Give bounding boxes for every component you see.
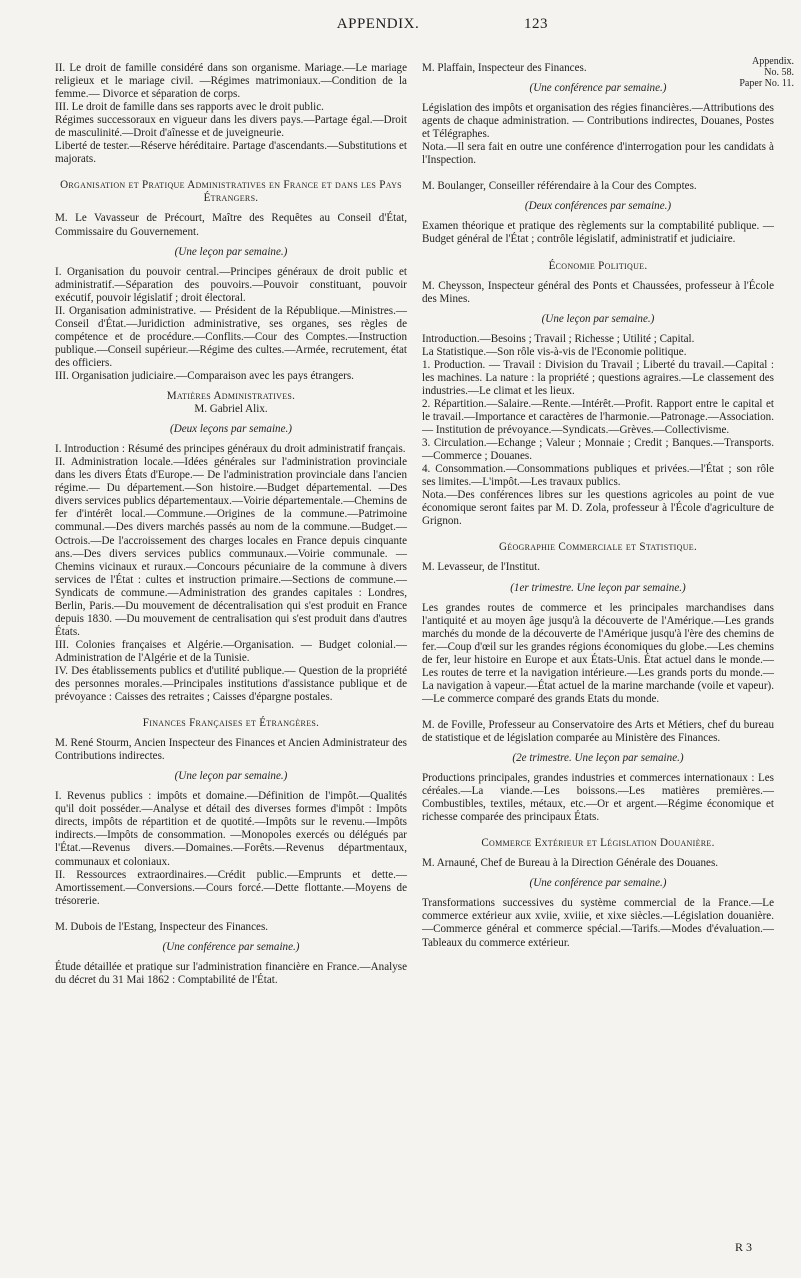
section-heading: Géographie Commerciale et Statistique. [498,541,698,554]
section-heading: Matières Administratives. [166,390,296,403]
paragraph: 4. Consommation.—Consommations publiques et privées.—l'État ; son rôle ses limites.—L'impôt.—Les travaux publics. [422,463,774,489]
section-heading: Commerce Extérieur et Législation Douanière. [481,837,715,850]
section-heading: Finances Françaises et Étrangères. [142,717,320,730]
paragraph: II. Le droit de famille considéré dans son organisme. Mariage.—Le mariage religieux et le mariage civil. —Régimes matrimoniaux.—Condition de la femme.— Divorce et séparation de corps. [55,62,407,101]
margin-note-line: No. 58. [764,67,794,79]
lecturer: M. Plaffain, Inspecteur des Finances. [422,62,587,74]
paragraph: La Statistique.—Son rôle vis-à-vis de l'Economie politique. [422,345,687,358]
section-heading: Économie Politique. [548,259,648,272]
page-number: 123 [524,16,548,32]
paragraph: I. Introduction : Résumé des principes généraux du droit administratif français. [55,443,406,456]
left-column [55,62,407,987]
paragraph: I. Organisation du pouvoir central.—Principes généraux de droit public et administratif.—Séparation des pouvoirs.—Pouvoir constituant, pouvoir exécutif, pouvoir législatif ; droit électoral. [55,265,407,304]
schedule-note: (Une leçon par semaine.) [174,770,288,783]
paragraph: Régimes successoraux en vigueur dans les divers pays.—Partage égal.—Droit de masculinité.—Droit d'aînesse et de juveigneurie. [55,114,407,140]
paragraph: III. Colonies françaises et Algérie.—Organisation. — Budget colonial.—Administration de l'Algérie et de la Tunisie. [55,638,407,664]
right-column [422,62,774,950]
schedule-note: (2e trimestre. Une leçon par semaine.) [512,752,684,765]
paragraph: Examen théorique et pratique des règlements sur la comptabilité publique. — Budget général de l'État ; contrôle législatif, administratif et judiciaire. [422,220,774,246]
paragraph: I. Revenus publics : impôts et domaine.—Définition de l'impôt.—Qualités qu'il doit posséder.—Analyse et détail des diverses formes d'impôt : Impôts directs, impôts de répartition et de quotité.—Impôts sur le revenu.—Impôts indirects.—Impôts de consommation. —Monopoles exercés ou délégués par l'État.—Revenus divers.—Domaines.—Forêts.—Revenus départmentaux, communaux et coloniaux. [55,790,407,868]
schedule-note: (Une conférence par semaine.) [162,940,300,953]
schedule-note: (Deux leçons par semaine.) [170,423,292,436]
paragraph: II. Administration locale.—Idées générales sur l'administration provinciale dans les divers États d'Europe.— De l'administration provinciale dans l'ancien régime.— Du département.—Son histoire.—Budget départemental. —Des divers services publics départementaux.—Voirie départementale.—Chemins de fer d'intérêt local.—Commune.—Origines de la commune.—Patrimoine communal.—Des divers marchés passés au nom de la commune.—Budget.—Octrois.—De l'accroissement des charges locales en France depuis cinquante ans.—Des divers services publics communaux.—Voirie communale. —Chemins vicinaux et ruraux.—Concours pécuniaire de la commune à divers services de l'État : cultes et instruction primaire.—Sections de commune.—Syndicats de commune.—Administration des grandes capitales : Londres, Berlin, Paris.—Du mouvement de décentralisation qui s'est produit en France depuis 1830. —Du mouvement de centralisation qui s'est produit dans d'autres États. [55,456,407,638]
paragraph: Législation des impôts et organisation des régies financières.—Attributions des agents de chaque administration. — Contributions indirectes, Douanes, Postes et Télégraphes. [422,102,774,141]
paragraph: 2. Répartition.—Salaire.—Rente.—Intérêt.—Profit. Rapport entre le capital et le travail.—Importance et caractères de l'harmonie.—Patronage.—Association.— Institution de prévoyance.—Syndicats.—Grèves.—Collectivisme. [422,397,774,437]
lecturer: M. Boulanger, Conseiller référendaire à la Cour des Comptes. [422,180,697,193]
signature-mark: R 3 [735,1240,753,1254]
schedule-note: (Une conférence par semaine.) [529,877,667,890]
schedule-note: (Une conférence par semaine.) [529,82,667,95]
paragraph: III. Le droit de famille dans ses rapports avec le droit public. [55,101,324,114]
lecturer: M. Dubois de l'Estang, Inspecteur des Finances. [55,920,269,933]
paragraph: Les grandes routes de commerce et les principales marchandises dans l'antiquité et au moyen âge jusqu'à la découverte de l'Amérique.—Les grands marchés du monde de la découverte de l'Amérique jusqu'à l'ère des chemins de fer.—Coup d'œil sur les grandes régions économiques du globe.—Les chemins de fer, leur histoire en Europe et aux États-Unis. État actuel dans le monde.—Les routes de terre et la navigation intérieure.—Les grands ports du monde.—La navigation à vapeur.—État actuel de la marine marchande (voile et vapeur).—Le commerce comparé des grands Etats du monde. [422,601,774,705]
schedule-note: (Deux conférences par semaine.) [524,200,672,213]
paragraph: Étude détaillée et pratique sur l'administration financière en France.—Analyse du décret du 31 Mai 1862 : Comptabilité de l'État. [55,960,407,986]
paragraph: Liberté de tester.—Réserve héréditaire. Partage d'ascendants.—Substitutions et majorats. [55,140,407,166]
lecturer: M. Levasseur, de l'Institut. [422,561,541,574]
schedule-note: (Une leçon par semaine.) [174,245,288,258]
lecturer: M. Arnauné, Chef de Bureau à la Direction Générale des Douanes. [422,857,719,870]
paragraph: Introduction.—Besoins ; Travail ; Richesse ; Utilité ; Capital. [422,332,695,345]
schedule-note: (Une leçon par semaine.) [541,312,655,325]
lecturer: M. Cheysson, Inspecteur général des Ponts et Chaussées, professeur à l'École des Mines. [422,279,774,305]
paragraph: II. Organisation administrative. — Président de la République.—Ministres.—Conseil d'État.—Juridiction administrative, ses organes, ses règles de compétence et de procédure.—Conflits.—Cour des Comptes.—Instruction publique.—Conseil supérieur.—Régime des cultes.—Armée, recrutement, état des officiers. [55,304,407,369]
section-heading: Organisation et Pratique Administratives en France et dans les Pays Étrangers. [60,179,402,205]
paragraph: 1. Production. — Travail : Division du Travail ; Liberté du travail.—Capital : les machines. La nature : la propriété ; questions agraires.—Le classement des industries.—Le climat et les lieux. [422,358,774,397]
lecturer: M. René Stourm, Ancien Inspecteur des Finances et Ancien Administrateur des Contributions indirectes. [55,737,407,763]
paragraph: 3. Circulation.—Echange ; Valeur ; Monnaie ; Credit ; Banques.—Transports.—Commerce ; Douanes. [422,437,774,463]
margin-note-line: Paper No. 11. [739,78,794,90]
schedule-note: (1er trimestre. Une leçon par semaine.) [510,581,686,594]
lecturer: M. Le Vavasseur de Précourt, Maître des Requêtes au Conseil d'État, Commissaire du Gouvernement. [55,212,407,238]
paragraph: II. Ressources extraordinaires.—Crédit public.—Emprunts et dette.—Amortissement.—Conversions.—Cours forcé.—Dette flottante.—Moyens de trésorerie. [55,868,407,907]
paragraph: Nota.—Il sera fait en outre une conférence d'interrogation pour les candidats à l'Inspection. [422,141,774,167]
running-header-title: APPENDIX. [336,16,420,32]
paragraph: Nota.—Des conférences libres sur les questions agricoles au point de vue économique seront faites par M. D. Zola, professeur à l'École d'agriculture de Grignon. [422,489,774,528]
margin-note-line: Appendix. [752,56,794,67]
paragraph: III. Organisation judiciaire.—Comparaison avec les pays étrangers. [55,369,354,382]
paragraph: Productions principales, grandes industries et commerces internationaux : Les céréales.—La viande.—Les boissons.—Les matières premières.—Combustibles, textiles, métaux, etc.—Or et argent.—Régime économique et richesse comparée des principaux États. [422,772,774,824]
lecturer: M. de Foville, Professeur au Conservatoire des Arts et Métiers, chef du bureau de statistique et de législation comparée au Ministère des Finances. [422,718,774,744]
paragraph: IV. Des établissements publics et d'utilité publique.— Question de la propriété des personnes morales.—Principales institutions d'assistance publique et de prévoyance : Caisses des retraites ; Caisses d'épargne postales. [55,664,407,704]
paragraph: Transformations successives du système commercial de la France.—Le commerce extérieur aux xviie, xviiie, et xixe siècles.—Législation douanière.—Commerce général et commerce spécial.—Tarifs.—Modes d'évaluation.—Tableaux du commerce extérieur. [422,897,774,949]
lecturer: M. Gabriel Alix. [194,403,268,416]
